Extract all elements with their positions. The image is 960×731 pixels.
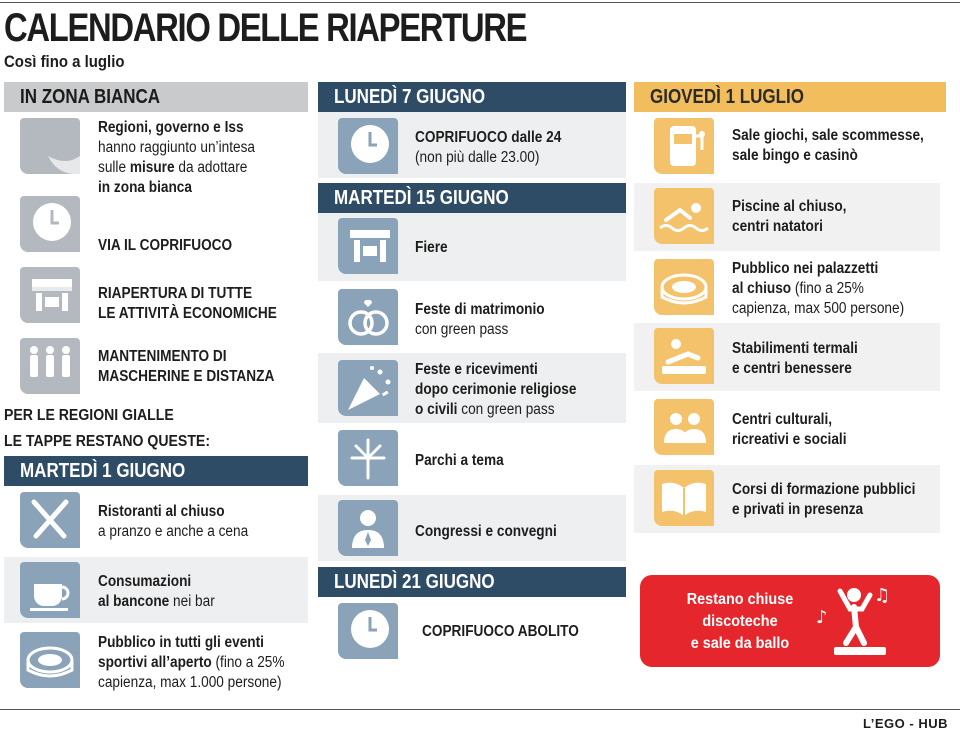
section-head-1-giugno: MARTEDÌ 1 GIUGNO	[4, 456, 308, 486]
section-head-1-luglio: GIOVEDÌ 1 LUGLIO	[634, 82, 946, 112]
info-centri-culturali: Centri culturali, ricreativi e sociali	[732, 411, 847, 448]
spa-icon	[652, 326, 716, 388]
blank-leaf-icon	[18, 116, 82, 178]
info-congressi: Congressi e convegni	[415, 523, 557, 540]
info-mascherine: MANTENIMENTO DI MASCHERINE E DISTANZA	[98, 348, 275, 385]
info-regioni: Regioni, governo e Iss hanno raggiunto un’intesa sulle misure da adottare in zona bianca	[98, 119, 255, 196]
wedding-rings-icon	[336, 287, 400, 349]
svg-text:♪: ♪	[816, 607, 828, 628]
svg-text:♫: ♫	[874, 585, 891, 606]
info-coprifuoco-24: COPRIFUOCO dalle 24 (non più dalle 23.00)	[415, 129, 562, 166]
top-rule	[0, 2, 960, 3]
section-head-15-giugno: MARTEDÌ 15 GIUGNO	[318, 183, 626, 213]
stand-icon	[336, 216, 400, 278]
clock-icon	[336, 116, 400, 178]
stadium-icon	[18, 630, 82, 692]
info-sale-giochi: Sale giochi, sale scommesse, sale bingo e casinò	[732, 127, 924, 164]
bottom-rule	[0, 709, 960, 710]
credit-footer: L’EGO - HUB	[863, 716, 948, 731]
fireworks-icon	[336, 428, 400, 490]
info-matrimonio: Feste di matrimonio con green pass	[415, 301, 545, 338]
clock-icon	[336, 601, 400, 663]
info-ricevimenti: Feste e ricevimenti dopo cerimonie religiose o civili con green pass	[415, 361, 577, 418]
info-coprifuoco-abolito: COPRIFUOCO ABOLITO	[422, 623, 579, 640]
page-subtitle: Così fino a luglio	[4, 52, 125, 71]
info-eventi-sportivi: Pubblico in tutti gli eventi sportivi all’aperto (fino a 25% capienza, max 1.000 persone)	[98, 634, 285, 691]
info-riapertura: RIAPERTURA DI TUTTE LE ATTIVITÀ ECONOMICHE	[98, 285, 277, 322]
section-head-21-giugno: LUNEDÌ 21 GIUGNO	[318, 567, 626, 597]
dancer-icon	[810, 583, 910, 659]
note-regioni-gialle: PER LE REGIONI GIALLE LE TAPPE RESTANO QUESTE:	[4, 407, 211, 450]
swimmer-icon	[652, 186, 716, 248]
arena-icon	[652, 257, 716, 319]
closed-venues-box	[640, 575, 940, 667]
info-piscine: Piscine al chiuso, centri natatori	[732, 198, 847, 235]
clock-icon	[18, 194, 82, 256]
info-via-coprifuoco: VIA IL COPRIFUOCO	[98, 237, 233, 254]
people-icon	[18, 336, 82, 398]
info-ristoranti: Ristoranti al chiuso a pranzo e anche a cena	[98, 503, 249, 540]
open-book-icon	[652, 468, 716, 530]
info-palazzetti: Pubblico nei palazzetti al chiuso (fino a 25% capienza, max 500 persone)	[732, 260, 905, 317]
section-head-7-giugno: LUNEDÌ 7 GIUGNO	[318, 82, 626, 112]
info-parchi: Parchi a tema	[415, 452, 504, 469]
cutlery-icon	[18, 490, 82, 552]
info-fiere: Fiere	[415, 239, 448, 256]
section-head-zona-bianca: IN ZONA BIANCA	[4, 82, 308, 112]
info-corsi: Corsi di formazione pubblici e privati in presenza	[732, 481, 916, 518]
party-popper-icon	[336, 358, 400, 420]
slot-machine-icon	[652, 116, 716, 178]
coffee-cup-icon	[18, 560, 82, 622]
closed-venues-text: Restano chiuse discoteche e sale da ballo	[686, 591, 794, 652]
info-bancone: Consumazioni al bancone nei bar	[98, 573, 215, 610]
page-title: CALENDARIO DELLE RIAPERTURE	[4, 6, 527, 50]
community-icon	[652, 397, 716, 459]
shop-icon	[18, 265, 82, 327]
info-termali: Stabilimenti termali e centri benessere	[732, 340, 858, 377]
speaker-icon	[336, 498, 400, 560]
